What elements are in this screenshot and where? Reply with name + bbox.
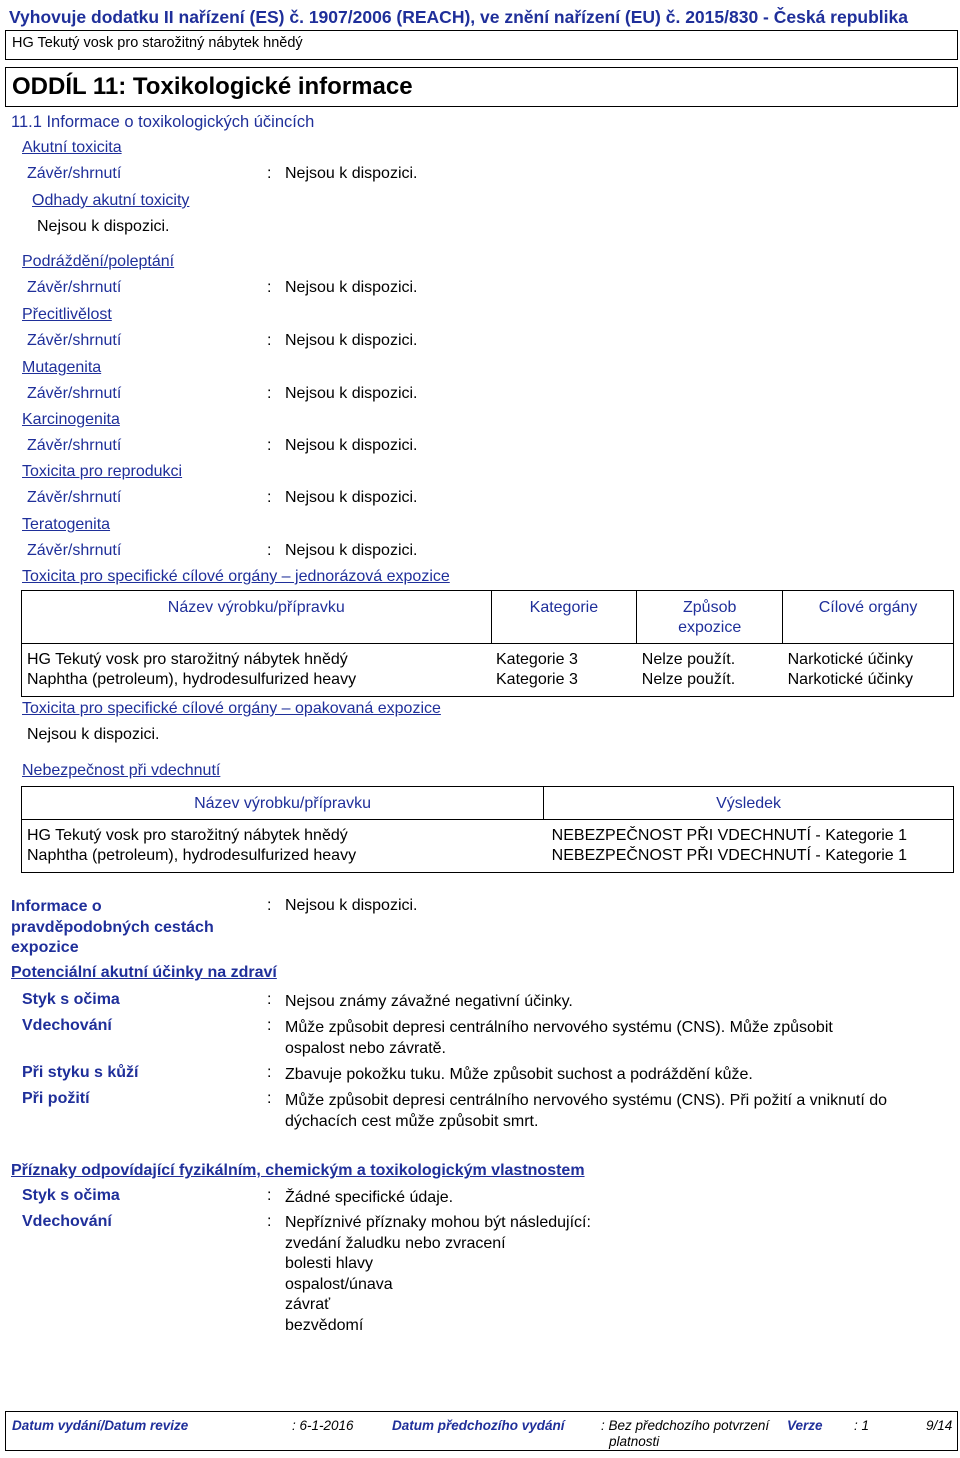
text-line: ospalost/únava <box>285 1275 393 1293</box>
text-line: dýchacích cest může způsobit smrt. <box>285 1113 539 1130</box>
text-line: Žádné specifické údaje. <box>285 1189 454 1206</box>
reproductive-conclusion-value: Nejsou k dispozici. <box>285 489 418 506</box>
version-label: Verze <box>787 1418 823 1433</box>
colon: : <box>267 332 272 349</box>
column-header-product: Název výrobku/přípravku <box>22 787 544 820</box>
colon: : <box>267 1064 272 1081</box>
product-cell: HG Tekutý vosk pro starožitný nábytek hnědý <box>27 827 348 844</box>
teratogenicity-heading: Teratogenita <box>22 516 111 533</box>
text-line: Může způsobit depresi centrálního nervového systému (CNS). Může způsobit <box>285 1019 833 1036</box>
issue-date-label: Datum vydání/Datum revize <box>12 1418 189 1433</box>
subsection-title: 11.1 Informace o toxikologických účincích <box>11 113 315 131</box>
colon: : <box>267 489 272 506</box>
stot-single-heading: Toxicita pro specifické cílové orgány – jednorázová expozice <box>22 568 450 585</box>
routes-label-line: expozice <box>11 939 79 956</box>
carcinogenicity-conclusion-label: Závěr/shrnutí <box>27 437 122 454</box>
product-cell: Naphtha (petroleum), hydrodesulfurized heavy <box>27 671 357 688</box>
symptoms-inhalation-label: Vdechování <box>22 1213 112 1230</box>
colon: : <box>267 1017 272 1034</box>
colon: : <box>267 542 272 559</box>
colon: : <box>267 1213 272 1230</box>
acute-effects-heading: Potenciální akutní účinky na zdraví <box>11 964 277 981</box>
reproductive-toxicity-heading: Toxicita pro reprodukci <box>22 463 183 480</box>
previous-issue-label: Datum předchozího vydání <box>392 1418 565 1433</box>
text-line: závrať <box>285 1296 331 1314</box>
carcinogenicity-heading: Karcinogenita <box>22 411 120 428</box>
product-cell: Naphtha (petroleum), hydrodesulfurized heavy <box>27 847 357 864</box>
column-header-route: Způsob expozice <box>637 591 783 644</box>
previous-issue-value: : Bez předchozího potvrzení <box>601 1418 770 1433</box>
text-line: bezvědomí <box>285 1316 364 1334</box>
stot-single-table <box>21 590 954 697</box>
mutagenicity-conclusion-label: Závěr/shrnutí <box>27 385 122 402</box>
previous-issue-value-line2: platnosti <box>609 1434 660 1449</box>
stot-repeated-heading: Toxicita pro specifické cílové orgány – opakovaná expozice <box>22 700 441 717</box>
colon: : <box>267 385 272 402</box>
routes-label-line: pravděpodobných cestách <box>11 918 214 936</box>
skin-contact-value <box>285 1064 753 1085</box>
stot-repeated-value: Nejsou k dispozici. <box>27 726 160 743</box>
acute-conclusion-value: Nejsou k dispozici. <box>285 165 418 182</box>
route-cell: Nelze použít. <box>641 651 736 668</box>
category-cell: Kategorie 3 <box>496 651 578 668</box>
text-line: Nepříznivé příznaky mohou být následující: <box>285 1214 591 1231</box>
symptoms-heading: Příznaky odpovídající fyzikálním, chemickým a toxikologickým vlastnostem <box>11 1162 585 1179</box>
irritation-conclusion-label: Závěr/shrnutí <box>27 279 122 296</box>
symptoms-inhalation-value <box>285 1213 591 1337</box>
acute-toxicity-heading: Akutní toxicita <box>22 139 122 156</box>
target-organs-cell: Narkotické účinky <box>787 651 913 668</box>
product-name: HG Tekutý vosk pro starožitný nábytek hnědý <box>12 35 303 51</box>
inhalation-value <box>285 1017 833 1059</box>
table-row <box>22 644 954 671</box>
aspiration-hazard-table <box>21 786 954 873</box>
symptoms-eye-contact-value <box>285 1187 453 1208</box>
text-line: zvedání žaludku nebo zvracení <box>285 1234 506 1252</box>
section-title: ODDÍL 11: Toxikologické informace <box>12 73 413 100</box>
route-cell: Nelze použít. <box>641 671 736 688</box>
text-line: Nejsou známy závažné negativní účinky. <box>285 993 573 1010</box>
reproductive-conclusion-label: Závěr/shrnutí <box>27 489 122 506</box>
result-cell: NEBEZPEČNOST PŘI VDECHNUTÍ - Kategorie 1 <box>551 827 908 844</box>
sensitisation-heading: Přecitlivělost <box>22 306 112 323</box>
mutagenicity-conclusion-value: Nejsou k dispozici. <box>285 385 418 402</box>
text-line: bolesti hlavy <box>285 1255 374 1273</box>
inhalation-label: Vdechování <box>22 1017 112 1034</box>
product-name-box <box>5 30 958 60</box>
teratogenicity-conclusion-label: Závěr/shrnutí <box>27 542 122 559</box>
result-cell: NEBEZPEČNOST PŘI VDECHNUTÍ - Kategorie 1 <box>551 847 908 864</box>
column-header-category: Kategorie <box>491 591 637 644</box>
carcinogenicity-conclusion-value: Nejsou k dispozici. <box>285 437 418 454</box>
aspiration-hazard-heading: Nebezpečnost při vdechnutí <box>22 762 221 779</box>
table-row <box>22 670 954 697</box>
acute-estimates-value: Nejsou k dispozici. <box>37 218 170 235</box>
text-line: Zbavuje pokožku tuku. Může způsobit suchost a podráždění kůže. <box>285 1066 753 1083</box>
eye-contact-value <box>285 991 573 1012</box>
category-cell: Kategorie 3 <box>496 671 578 688</box>
irritation-conclusion-value: Nejsou k dispozici. <box>285 279 418 296</box>
colon: : <box>267 279 272 296</box>
section-title-box <box>5 67 958 107</box>
colon: : <box>267 991 272 1008</box>
skin-contact-label: Při styku s kůží <box>22 1064 139 1081</box>
version-value: : 1 <box>854 1418 870 1433</box>
colon: : <box>267 897 272 914</box>
ingestion-label: Při požití <box>22 1090 90 1107</box>
routes-label-line: Informace o <box>11 898 102 915</box>
routes-of-exposure-label <box>11 897 214 959</box>
text-line: ospalost nebo závratě. <box>285 1040 446 1057</box>
table-row <box>22 820 954 847</box>
sensitisation-conclusion-label: Závěr/shrnutí <box>27 332 122 349</box>
teratogenicity-conclusion-value: Nejsou k dispozici. <box>285 542 418 559</box>
eye-contact-label: Styk s očima <box>22 991 120 1008</box>
text-line: Může způsobit depresi centrálního nervového systému (CNS). Při požití a vniknutí do <box>285 1092 888 1109</box>
acute-estimates-heading: Odhady akutní toxicity <box>32 192 190 209</box>
irritation-heading: Podráždění/poleptání <box>22 253 175 270</box>
acute-conclusion-label: Závěr/shrnutí <box>27 165 122 182</box>
issue-date-value: : 6-1-2016 <box>292 1418 354 1433</box>
colon: : <box>267 437 272 454</box>
colon: : <box>267 1187 272 1204</box>
document-header-title: Vyhovuje dodatku II nařízení (ES) č. 1907/2006 (REACH), ve znění nařízení (EU) č. 2015/830 - Česká republika <box>9 7 908 27</box>
colon: : <box>267 1090 272 1107</box>
mutagenicity-heading: Mutagenita <box>22 359 102 376</box>
sensitisation-conclusion-value: Nejsou k dispozici. <box>285 332 418 349</box>
page-number: 9/14 <box>926 1418 953 1433</box>
table-row <box>22 846 954 873</box>
page-footer <box>5 1411 958 1451</box>
routes-of-exposure-value: Nejsou k dispozici. <box>285 897 418 914</box>
column-header-result: Výsledek <box>544 787 954 820</box>
column-header-target-organs: Cílové orgány <box>783 591 954 644</box>
column-header-product: Název výrobku/přípravku <box>22 591 492 644</box>
symptoms-eye-contact-label: Styk s očima <box>22 1187 120 1204</box>
target-organs-cell: Narkotické účinky <box>787 671 913 688</box>
colon: : <box>267 165 272 182</box>
product-cell: HG Tekutý vosk pro starožitný nábytek hnědý <box>27 651 348 668</box>
ingestion-value <box>285 1090 887 1132</box>
